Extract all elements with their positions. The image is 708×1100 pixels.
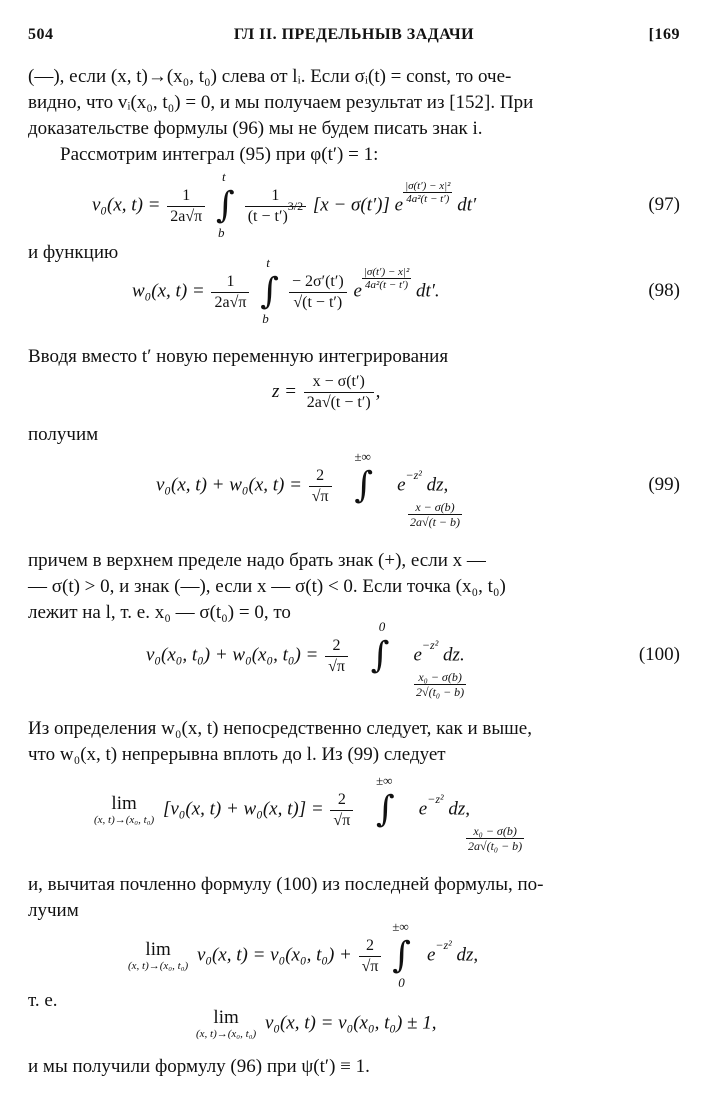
eqlim1-lim-sub: (x, t)→(x₀, t₀) xyxy=(94,814,155,826)
eq97-exp-num: |σ(t′) − x|² xyxy=(405,179,451,192)
eqlim2-coefficient xyxy=(359,936,382,977)
equation-limit-2 xyxy=(0,918,708,988)
eq97-lhs: v₀(x, t) = xyxy=(92,194,161,216)
eq97-kernel-power: 3/2 xyxy=(287,198,304,213)
paragraph-5-line-2: лучим xyxy=(28,900,79,921)
equation-99 xyxy=(0,448,708,538)
eqlim1-upper-limit: ±∞ xyxy=(376,773,393,788)
eq100-integrand: e xyxy=(413,644,422,666)
eqlim2-upper-limit: ±∞ xyxy=(392,919,409,934)
integral-sign-icon: ∫ xyxy=(392,935,411,976)
eqlim2-differential: dz, xyxy=(456,944,479,966)
eq97-exp-den: 4a²(t − t′) xyxy=(403,192,452,205)
eqlim2-coef-den: √π xyxy=(359,956,382,977)
paragraph-3-line-3: лежит на l, т. е. x₀ — σ(t₀) = 0, то xyxy=(28,602,291,623)
eq99-integrand: e xyxy=(397,474,406,496)
eq98-exp-num: |σ(t′) − x|² xyxy=(363,265,410,278)
eq100-lower-limit xyxy=(414,670,466,699)
eq97-integral xyxy=(214,169,236,240)
eqlim1-lim-word: lim xyxy=(111,793,137,814)
eq97-kernel-den xyxy=(245,198,306,227)
eq98-frac-num: − 2σ′(t′) xyxy=(291,272,344,290)
integral-sign-icon: ∫ xyxy=(260,271,279,312)
equation-number-100: (100) xyxy=(638,644,680,665)
eq97-coef-num: 1 xyxy=(182,186,191,204)
and-function-text: и функцию xyxy=(28,242,119,263)
eq100-lhs: v₀(x₀, t₀) + w₀(x₀, t₀) = xyxy=(146,644,319,666)
eqlim1-power: −z² xyxy=(427,792,444,807)
eqlim2-power: −z² xyxy=(435,938,452,953)
paragraph-4-line-1: Из определения w₀(x, t) непосредственно следует, как и выше, xyxy=(28,718,532,739)
eq98-coef-num: 1 xyxy=(226,272,235,290)
equation-z-body xyxy=(272,372,380,413)
final-text: и мы получили формулу (96) при ψ(t′) ≡ 1. xyxy=(28,1056,370,1077)
paragraph-1-line-2: видно, что vᵢ(x₀, t₀) = 0, и мы получаем результат из [152]. При xyxy=(28,92,534,113)
eqlim2-lim-word: lim xyxy=(145,939,171,960)
equation-98 xyxy=(0,255,708,326)
eqz-num: x − σ(t′) xyxy=(312,373,365,390)
eq97-kernel xyxy=(245,186,306,227)
eq97-differential: dt′ xyxy=(457,194,477,216)
equation-limit-1 xyxy=(0,768,708,864)
paragraph-1-line-1: (—), если (x, t)→(x₀, t₀) слева от lᵢ. Если σᵢ(t) = const, то оче- xyxy=(28,66,512,87)
eqlim1-limit xyxy=(94,794,154,826)
eq98-lhs: w₀(x, t) = xyxy=(132,280,205,302)
eqz-comma: , xyxy=(375,380,381,402)
eqlim2-limit xyxy=(128,940,188,972)
eq98-exponent xyxy=(362,266,411,291)
integral-sign-icon: ∫ xyxy=(215,185,235,226)
eqz-lhs: z = xyxy=(272,380,297,402)
eq99-low-num: x − σ(b) xyxy=(415,500,455,514)
eq98-integral xyxy=(258,255,280,326)
eq99-coef-den: √π xyxy=(309,486,332,507)
eq97-bracket: [x − σ(t′)] e xyxy=(312,194,404,216)
eqz-den: 2a√(t − t′) xyxy=(304,392,374,413)
paragraph-3-line-1: причем в верхнем пределе надо брать знак (+), если x — xyxy=(28,550,486,571)
eqlim1-integral xyxy=(362,773,412,840)
eqlim3-body: v₀(x, t) = v₀(x₀, t₀) ± 1, xyxy=(264,1012,437,1034)
equation-97-body xyxy=(92,169,477,240)
paragraph-4-line-2: что w₀(x, t) непрерывна вплоть до l. Из (99) следует xyxy=(28,744,446,765)
eqlim1-low-num: x₀ − σ(b) xyxy=(473,824,517,838)
paragraph-1-line-3: доказательстве формулы (96) мы не будем писать знак i. xyxy=(28,118,483,139)
eq100-integral xyxy=(357,619,407,686)
eq99-coef-num: 2 xyxy=(316,466,325,484)
eq97-kernel-den-text: (t − t′) xyxy=(247,207,288,225)
eq100-low-den: 2√(t₀ − b) xyxy=(416,685,465,699)
eqlim2-body: v₀(x, t) = v₀(x₀, t₀) + xyxy=(196,944,352,966)
equation-limit-1-body xyxy=(94,773,470,840)
eq98-frac-den: √(t − t′) xyxy=(289,292,347,313)
eq98-fraction xyxy=(289,272,347,313)
equation-number-99: (99) xyxy=(648,474,680,495)
eqlim2-coef-num: 2 xyxy=(366,936,375,954)
running-header xyxy=(28,22,680,46)
introducing-variable-text: Вводя вместо t′ новую переменную интегрирования xyxy=(28,346,449,367)
chapter-title: ГЛ II. ПРЕДЕЛЬНЫВ ЗАДАЧИ xyxy=(233,26,475,43)
eq97-coef-den: 2a√π xyxy=(167,206,205,227)
eq100-differential: dz. xyxy=(443,644,465,666)
eqlim1-body: [v₀(x, t) + w₀(x, t)] = xyxy=(162,798,324,820)
eqlim1-low-den: 2a√(t₀ − b) xyxy=(468,839,523,853)
we-get-text: получим xyxy=(28,424,99,445)
eqlim2-lim-sub: (x, t)→(x₀, t₀) xyxy=(128,960,189,972)
equation-97 xyxy=(0,169,708,240)
eq100-coefficient xyxy=(325,636,348,677)
eq100-coef-num: 2 xyxy=(332,636,341,654)
paragraph-2: Рассмотрим интеграл (95) при φ(t′) = 1: xyxy=(60,144,379,165)
equation-number-98: (98) xyxy=(648,280,680,301)
eq98-coefficient xyxy=(211,272,249,313)
eq99-low-den: 2a√(t − b) xyxy=(410,515,461,529)
equation-98-body xyxy=(132,255,440,326)
eq99-power: −z² xyxy=(405,468,422,483)
eq97-exponent xyxy=(403,180,452,205)
integral-sign-icon: ∫ xyxy=(370,635,390,676)
eq97-coefficient xyxy=(167,186,205,227)
eqlim3-lim-word: lim xyxy=(213,1007,239,1028)
integral-sign-icon: ∫ xyxy=(354,465,374,506)
eqlim3-limit xyxy=(196,1008,256,1040)
eqlim1-integrand: e xyxy=(418,798,428,820)
integral-sign-icon: ∫ xyxy=(376,789,395,830)
eq99-lhs: v₀(x, t) + w₀(x, t) = xyxy=(156,474,302,496)
equation-limit-2-body xyxy=(128,919,479,990)
eq100-upper-limit: 0 xyxy=(378,619,386,634)
eq97-lower-limit: b xyxy=(217,225,225,240)
eq99-upper-limit: ±∞ xyxy=(354,449,371,464)
eq97-upper-limit: t xyxy=(221,169,226,184)
eq99-coefficient xyxy=(309,466,332,507)
eq98-exp-den: 4a²(t − t′) xyxy=(362,278,411,291)
eqlim3-lim-sub: (x, t)→(x₀, t₀) xyxy=(196,1028,257,1040)
eqlim2-integrand: e xyxy=(426,944,436,966)
eq98-differential: dt′. xyxy=(416,280,440,302)
eqlim1-differential: dz, xyxy=(448,798,470,820)
eq98-lower-limit: b xyxy=(262,311,269,326)
page-number: 504 xyxy=(28,26,54,43)
equation-99-body xyxy=(156,449,449,516)
equation-limit-3 xyxy=(0,1004,708,1048)
eq100-coef-den: √π xyxy=(325,656,348,677)
eqlim2-lower-limit: 0 xyxy=(398,975,405,990)
eq99-lower-limit xyxy=(408,500,462,529)
eqz-fraction xyxy=(304,372,374,413)
eq97-kernel-num: 1 xyxy=(271,186,280,204)
eq100-low-num: x₀ − σ(b) xyxy=(418,670,462,684)
eq98-exp-base: e xyxy=(353,280,362,302)
section-mark: [169 xyxy=(648,26,680,43)
eqlim2-integral xyxy=(390,919,420,990)
equation-limit-3-body xyxy=(196,1008,436,1040)
eqlim1-lower-limit xyxy=(466,824,524,853)
paragraph-3-line-2: — σ(t) > 0, и знак (—), если x — σ(t) < 0. Если точка (x₀, t₀) xyxy=(28,576,506,597)
eq99-integral xyxy=(340,449,390,516)
eqlim1-coef-den: √π xyxy=(330,810,353,831)
paragraph-5-line-1: и, вычитая почленно формулу (100) из последней формулы, по- xyxy=(28,874,544,895)
eq100-power: −z² xyxy=(421,638,439,653)
eqlim1-coefficient xyxy=(330,790,353,831)
eq99-differential: dz, xyxy=(426,474,449,496)
eqlim1-coef-num: 2 xyxy=(337,790,346,808)
equation-100 xyxy=(0,618,708,708)
eq98-coef-den: 2a√π xyxy=(211,292,249,313)
equation-number-97: (97) xyxy=(648,194,680,215)
eq98-upper-limit: t xyxy=(266,255,270,270)
ie-text: т. е. xyxy=(28,990,58,1011)
